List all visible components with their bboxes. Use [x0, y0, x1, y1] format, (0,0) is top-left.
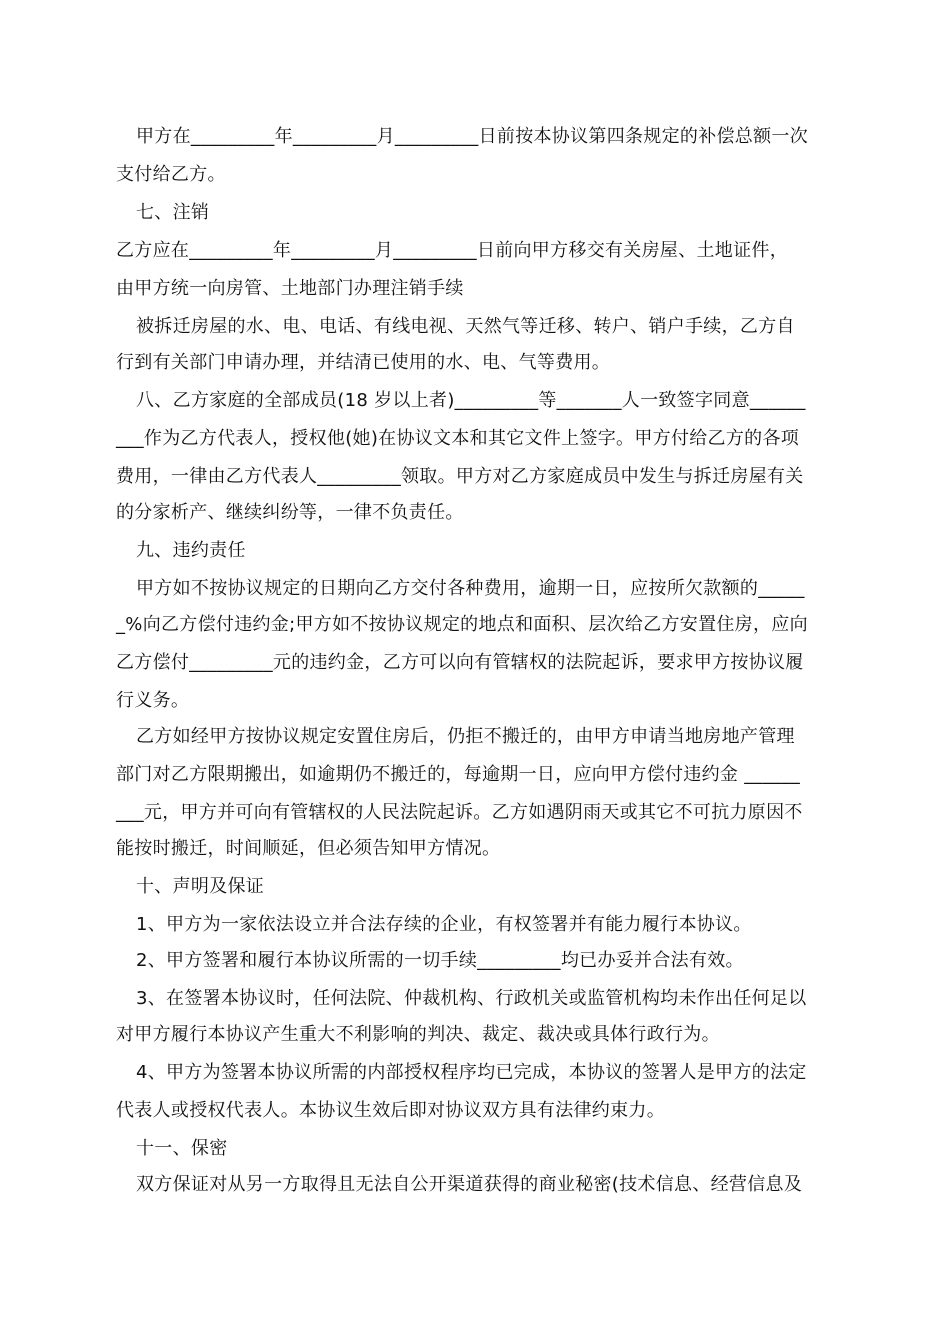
text-line: 甲方如不按协议规定的日期向乙方交付各种费用，逾期一日，应按所欠款额的_____ — [136, 578, 805, 599]
text-line: 3、在签署本协议时，任何法院、仲裁机构、行政机关或监管机构均未作出任何足以 — [136, 988, 807, 1009]
text-line: 八、乙方家庭的全部成员(18 岁以上者)_________等_______人一致签字同意______ — [136, 390, 806, 411]
text-line: 的分家析产、继续纠纷等，一律不负责任。 — [116, 502, 464, 523]
section-heading: 九、违约责任 — [136, 540, 246, 561]
text-line: 部门对乙方限期搬出，如逾期仍不搬迁的，每逾期一日，应向甲方偿付违约金 ______ — [116, 764, 801, 785]
text-line: 乙方如经甲方按协议规定安置住房后，仍拒不搬迁的，由甲方申请当地房地产管理 — [136, 726, 795, 747]
text-line: 双方保证对从另一方取得且无法自公开渠道获得的商业秘密(技术信息、经营信息及 — [136, 1174, 803, 1195]
text-line: ___元，甲方并可向有管辖权的人民法院起诉。乙方如遇阴雨天或其它不可抗力原因不 — [116, 802, 803, 823]
text-line: 行到有关部门申请办理，并结清已使用的水、电、气等费用。 — [116, 352, 611, 373]
text-line: 代表人或授权代表人。本协议生效后即对协议双方具有法律约束力。 — [116, 1100, 665, 1121]
text-line: 行义务。 — [116, 690, 190, 711]
text-line: 乙方偿付_________元的违约金，乙方可以向有管辖权的法院起诉，要求甲方按协议履 — [116, 652, 804, 673]
text-line: 4、甲方为签署本协议所需的内部授权程序均已完成，本协议的签署人是甲方的法定 — [136, 1062, 807, 1083]
text-line: 能按时搬迁，时间顺延，但必须告知甲方情况。 — [116, 838, 501, 859]
text-line: 费用，一律由乙方代表人_________领取。甲方对乙方家庭成员中发生与拆迁房屋有关 — [116, 466, 804, 487]
text-line: 乙方应在_________年_________月_________日前向甲方移交有关房屋、土地证件， — [116, 240, 788, 261]
text-line: 被拆迁房屋的水、电、电话、有线电视、天然气等迁移、转户、销户手续，乙方自 — [136, 316, 795, 337]
text-line: 2、甲方签署和履行本协议所需的一切手续_________均已办妥并合法有效。 — [136, 950, 744, 971]
text-line: 1、甲方为一家依法设立并合法存续的企业，有权签署并有能力履行本协议。 — [136, 914, 752, 935]
text-line: 由甲方统一向房管、土地部门办理注销手续 — [116, 278, 464, 299]
text-line: _%向乙方偿付违约金;甲方如不按协议规定的地点和面积、层次给乙方安置住房，应向 — [116, 614, 808, 635]
section-heading: 十、声明及保证 — [136, 876, 265, 897]
text-line: ___作为乙方代表人，授权他(她)在协议文本和其它文件上签字。甲方付给乙方的各项 — [116, 428, 800, 449]
text-line: 支付给乙方。 — [116, 164, 226, 185]
section-heading: 十一、保密 — [136, 1138, 228, 1159]
section-heading: 七、注销 — [136, 202, 210, 223]
text-line: 对甲方履行本协议产生重大不利影响的判决、裁定、裁决或具体行政行为。 — [116, 1024, 720, 1045]
text-line: 甲方在_________年_________月_________日前按本协议第四条规定的补偿总额一次 — [136, 126, 808, 147]
